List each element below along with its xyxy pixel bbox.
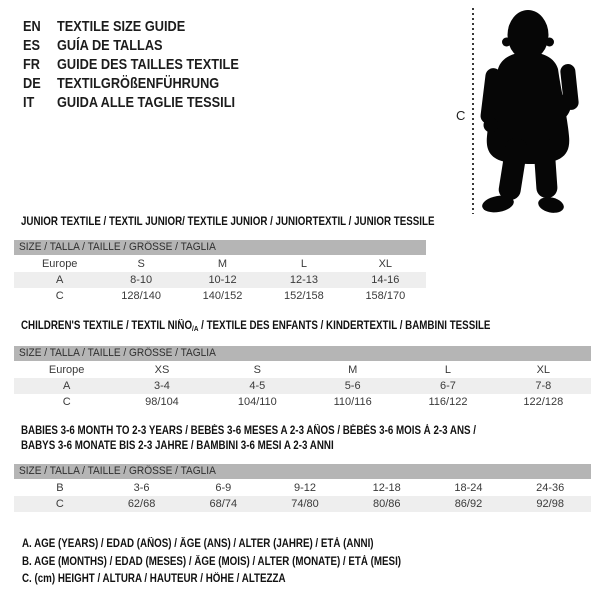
row-label: C (55, 290, 64, 302)
size-header-bar (14, 240, 426, 255)
table-cell: 9-12 (294, 482, 317, 494)
children-table-title-text (21, 319, 490, 336)
table-cell: 122/128 (523, 396, 564, 408)
table-cell: 104/110 (237, 396, 277, 408)
table-cell: 3-4 (154, 380, 170, 392)
table-cell: 80/86 (372, 498, 401, 510)
title-part: / TEXTILE DES ENFANTS / KINDERTEXTIL / BAMBINI TESSILE (198, 320, 491, 332)
footnote-b-text: B. AGE (MONTHS) / EDAD (MESES) / ÂGE (MOIS) / ALTER (MONATE) / ETÀ (MESI) (22, 555, 402, 568)
table-cell: 158/170 (365, 290, 406, 302)
table-cell: 74/80 (291, 498, 319, 510)
table-cell: L (300, 258, 307, 270)
table-cell: 7-8 (535, 380, 552, 392)
babies-table-title-line1: BABIES 3-6 MONTH TO 2-3 YEARS / BEBÉS 3-6 MESES A 2-3 AÑOS / BÉBÉS 3-6 MOIS À 2-3 ANS / (21, 425, 477, 437)
table-cell: 6-7 (440, 380, 456, 392)
row-label: A (62, 380, 71, 392)
table-cell: 12-13 (289, 274, 318, 286)
language-code: FR (23, 56, 40, 73)
table-cell: S (253, 364, 261, 376)
table-cell: 8-10 (130, 274, 153, 286)
row-label: C (62, 396, 71, 408)
table-cell: 110/116 (333, 396, 372, 408)
language-title: TEXTILGRÖßENFÜHRUNG (57, 75, 220, 92)
language-code: DE (23, 75, 41, 92)
height-measure-label: C (456, 108, 466, 123)
table-row (14, 496, 591, 512)
junior-table-title (21, 215, 507, 230)
language-title: GUIDA ALLE TAGLIE TESSILI (57, 94, 236, 111)
baby-silhouette (479, 6, 591, 216)
table-cell: 62/68 (127, 498, 156, 510)
footnote-a-text: A. AGE (YEARS) / EDAD (AÑOS) / ÂGE (ANS) / ALTER (JAHRE) / ETÀ (ANNI) (22, 538, 374, 550)
language-title: GUIDE DES TAILLES TEXTILE (57, 56, 239, 73)
table-cell: 116/122 (428, 396, 468, 408)
row-label: C (55, 498, 64, 510)
row-label: A (56, 274, 64, 286)
table-cell: 5-6 (344, 380, 361, 392)
table-cell: XL (536, 364, 551, 376)
babies-size-table (14, 464, 591, 512)
babies-table-title (21, 424, 556, 454)
table-cell: L (444, 364, 452, 376)
footnotes (22, 536, 468, 589)
junior-table-title-text: JUNIOR TEXTILE / TEXTIL JUNIOR/ TEXTILE JUNIOR / JUNIORTEXTIL / JUNIOR TESSILE (21, 216, 435, 228)
row-label: B (56, 482, 64, 494)
junior-size-table (14, 240, 426, 304)
footnote-a (22, 536, 468, 554)
table-cell: 12-18 (372, 482, 401, 494)
language-title: GUÍA DE TALLAS (57, 37, 163, 54)
table-cell: 98/104 (145, 396, 179, 408)
size-header-label: SIZE / TALLA / TAILLE / GRÖSSE / TAGLIA (19, 347, 216, 359)
table-cell: 68/74 (209, 498, 238, 510)
table-cell: XS (154, 364, 170, 376)
row-label: Europe (48, 364, 85, 376)
table-cell: M (217, 258, 228, 270)
table-cell: 18-24 (454, 482, 483, 494)
table-row (14, 362, 591, 378)
table-cell: 4-5 (249, 380, 266, 392)
language-title: TEXTILE SIZE GUIDE (57, 18, 186, 35)
table-row (14, 378, 591, 394)
row-label: Europe (41, 258, 78, 270)
title-part: CHILDREN'S TEXTILE / TEXTIL NIÑO (21, 320, 193, 332)
table-cell: 3-6 (133, 482, 150, 494)
language-code: EN (23, 18, 41, 35)
table-cell: 152/158 (284, 290, 324, 302)
title-subscript: /A (192, 324, 199, 333)
table-cell: 10-12 (208, 274, 237, 286)
table-cell: 86/92 (454, 498, 483, 510)
language-row (23, 55, 271, 74)
table-cell: 24-36 (536, 482, 565, 494)
children-size-table (14, 346, 591, 410)
table-cell: 92/98 (536, 498, 564, 510)
table-row (14, 272, 426, 288)
table-cell: M (348, 364, 358, 376)
table-cell: S (137, 258, 145, 270)
language-header (23, 17, 271, 112)
table-cell: 14-16 (371, 274, 400, 286)
table-row (14, 256, 426, 272)
table-row (14, 394, 591, 410)
table-cell: 6-9 (215, 482, 232, 494)
size-header-label: SIZE / TALLA / TAILLE / GRÖSSE / TAGLIA (19, 241, 216, 253)
table-cell: 140/152 (202, 290, 243, 302)
footnote-c-text: C. (cm) HEIGHT / ALTURA / HAUTEUR / HÖHE / ALTEZZA (22, 573, 286, 585)
babies-table-title-line2: BABYS 3-6 MONATE BIS 2-3 JAHRE / BAMBINI 3-6 MESI A 2-3 ANNI (21, 440, 334, 452)
size-header-bar (14, 464, 591, 479)
language-row (23, 17, 271, 36)
table-cell: XL (378, 258, 393, 270)
footnote-b (22, 554, 468, 572)
language-row (23, 93, 271, 112)
language-code: ES (23, 37, 41, 54)
table-row (14, 480, 591, 496)
height-measure-dotted-line (472, 8, 474, 214)
footnote-c (22, 571, 468, 589)
size-header-label: SIZE / TALLA / TAILLE / GRÖSSE / TAGLIA (19, 465, 216, 477)
language-row (23, 36, 271, 55)
language-row (23, 74, 271, 93)
language-code: IT (23, 94, 35, 111)
size-header-bar (14, 346, 591, 361)
table-cell: 128/140 (121, 290, 161, 302)
table-row (14, 288, 426, 304)
children-table-title (21, 319, 573, 336)
